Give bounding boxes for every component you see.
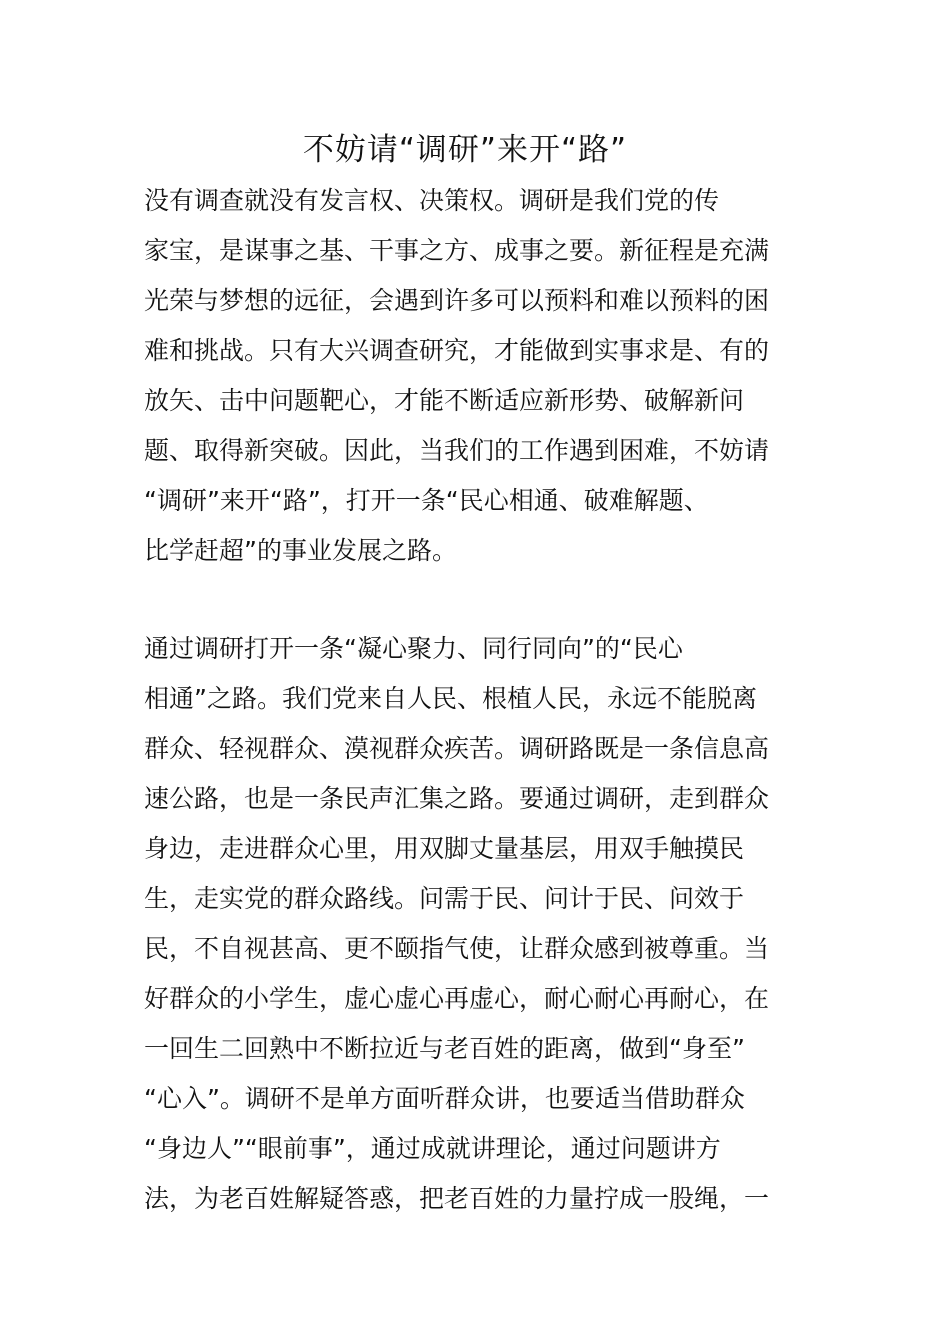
paragraph-1-line: 比学赶超”的事业发展之路。 (144, 536, 457, 565)
paragraph-2-line: 身边，走进群众心里，用双脚丈量基层，用双手触摸民 (144, 834, 745, 863)
paragraph-1-line: “调研”来开“路”，打开一条“民心相通、破难解题、 (144, 486, 709, 515)
paragraph-2-line: 相通”之路。我们党来自人民、根植人民，永远不能脱离 (144, 684, 757, 713)
paragraph-1-line: 家宝，是谋事之基、干事之方、成事之要。新征程是充满 (144, 236, 770, 265)
paragraph-2-line: 一回生二回熟中不断拉近与老百姓的距离，做到“身至” (144, 1034, 745, 1063)
paragraph-2-line: 民，不自视甚高、更不颐指气使，让群众感到被尊重。当 (144, 934, 770, 963)
paragraph-2-line: 法，为老百姓解疑答惑，把老百姓的力量拧成一股绳，一 (144, 1184, 770, 1213)
paragraph-2-line: 群众、轻视群众、漠视群众疾苦。调研路既是一条信息高 (144, 734, 770, 763)
paragraph-2-line: “身边人”“眼前事”，通过成就讲理论，通过问题讲方 (144, 1134, 721, 1163)
document-title: 不妨请“调研”来开“路” (302, 132, 628, 168)
paragraph-2-line: 生，走实党的群众路线。问需于民、问计于民、问效于 (144, 884, 745, 913)
paragraph-1-line: 光荣与梦想的远征，会遇到许多可以预料和难以预料的困 (144, 286, 770, 315)
paragraph-2-line: 好群众的小学生，虚心虚心再虚心，耐心耐心再耐心，在 (144, 984, 770, 1013)
paragraph-1-line: 放矢、击中问题靶心，才能不断适应新形势、破解新问 (144, 386, 745, 415)
paragraph-2-line: “心入”。调研不是单方面听群众讲，也要适当借助群众 (144, 1084, 745, 1113)
paragraph-1-line: 题、取得新突破。因此，当我们的工作遇到困难，不妨请 (144, 436, 770, 465)
paragraph-1-line: 没有调查就没有发言权、决策权。调研是我们党的传 (144, 186, 720, 215)
paragraph-2-line: 通过调研打开一条“凝心聚力、同行同向”的“民心 (144, 634, 683, 663)
paragraph-1-line: 难和挑战。只有大兴调查研究，才能做到实事求是、有的 (144, 336, 770, 365)
paragraph-2-line: 速公路，也是一条民声汇集之路。要通过调研，走到群众 (144, 784, 770, 813)
